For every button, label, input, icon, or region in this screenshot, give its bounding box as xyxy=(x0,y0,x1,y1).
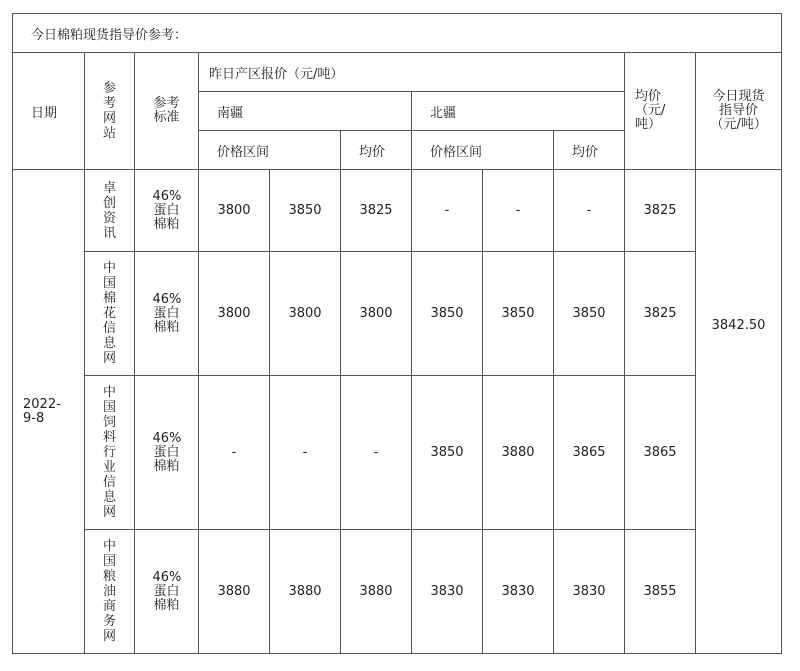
north-avg-cell: 3830 xyxy=(554,530,625,654)
header-yesterday-quote: 昨日产区报价（元/吨） xyxy=(199,53,625,92)
avg-cell: 3865 xyxy=(625,376,696,530)
north-high-cell: - xyxy=(483,170,554,252)
table-row xyxy=(13,170,782,252)
today-price-cell: 3842.50 xyxy=(696,170,782,654)
standard-cell: 46%蛋白棉粕 xyxy=(135,170,199,252)
south-low-cell: 3800 xyxy=(199,170,270,252)
table-row xyxy=(13,376,782,530)
price-table xyxy=(12,13,782,654)
site-cell: 中国饲料行业信息网 xyxy=(85,376,135,530)
north-high-cell: 3880 xyxy=(483,376,554,530)
header-north-avg: 均价 xyxy=(554,131,625,170)
north-low-cell: 3850 xyxy=(412,252,483,376)
north-low-cell: 3830 xyxy=(412,530,483,654)
south-avg-cell: - xyxy=(341,376,412,530)
site-cell: 卓创资讯 xyxy=(85,170,135,252)
table-row xyxy=(13,252,782,376)
north-avg-cell: - xyxy=(554,170,625,252)
avg-cell: 3825 xyxy=(625,170,696,252)
site-cell: 中国棉花信息网 xyxy=(85,252,135,376)
south-avg-cell: 3880 xyxy=(341,530,412,654)
south-high-cell: 3880 xyxy=(270,530,341,654)
header-site: 参考网站 xyxy=(85,53,135,170)
header-date: 日期 xyxy=(13,53,85,170)
header-north-range: 价格区间 xyxy=(412,131,554,170)
north-avg-cell: 3865 xyxy=(554,376,625,530)
north-high-cell: 3850 xyxy=(483,252,554,376)
south-low-cell: 3880 xyxy=(199,530,270,654)
avg-cell: 3855 xyxy=(625,530,696,654)
header-north: 北疆 xyxy=(412,92,625,131)
south-low-cell: 3800 xyxy=(199,252,270,376)
table-row xyxy=(13,530,782,654)
south-avg-cell: 3800 xyxy=(341,252,412,376)
north-low-cell: - xyxy=(412,170,483,252)
table-title: 今日棉粕现货指导价参考： xyxy=(13,14,782,53)
avg-cell: 3825 xyxy=(625,252,696,376)
header-avg-price: 均价（元/吨） xyxy=(625,53,696,170)
north-avg-cell: 3850 xyxy=(554,252,625,376)
header-south-avg: 均价 xyxy=(341,131,412,170)
south-avg-cell: 3825 xyxy=(341,170,412,252)
header-today-guide: 今日现货指导价（元/吨） xyxy=(696,53,782,170)
south-high-cell: 3850 xyxy=(270,170,341,252)
site-cell: 中国粮油商务网 xyxy=(85,530,135,654)
standard-cell: 46%蛋白棉粕 xyxy=(135,376,199,530)
standard-cell: 46%蛋白棉粕 xyxy=(135,252,199,376)
south-high-cell: 3800 xyxy=(270,252,341,376)
south-low-cell: - xyxy=(199,376,270,530)
header-standard: 参考标准 xyxy=(135,53,199,170)
north-low-cell: 3850 xyxy=(412,376,483,530)
date-cell: 2022-9-8 xyxy=(13,170,85,654)
standard-cell: 46%蛋白棉粕 xyxy=(135,530,199,654)
south-high-cell: - xyxy=(270,376,341,530)
header-south-range: 价格区间 xyxy=(199,131,341,170)
north-high-cell: 3830 xyxy=(483,530,554,654)
header-south: 南疆 xyxy=(199,92,412,131)
